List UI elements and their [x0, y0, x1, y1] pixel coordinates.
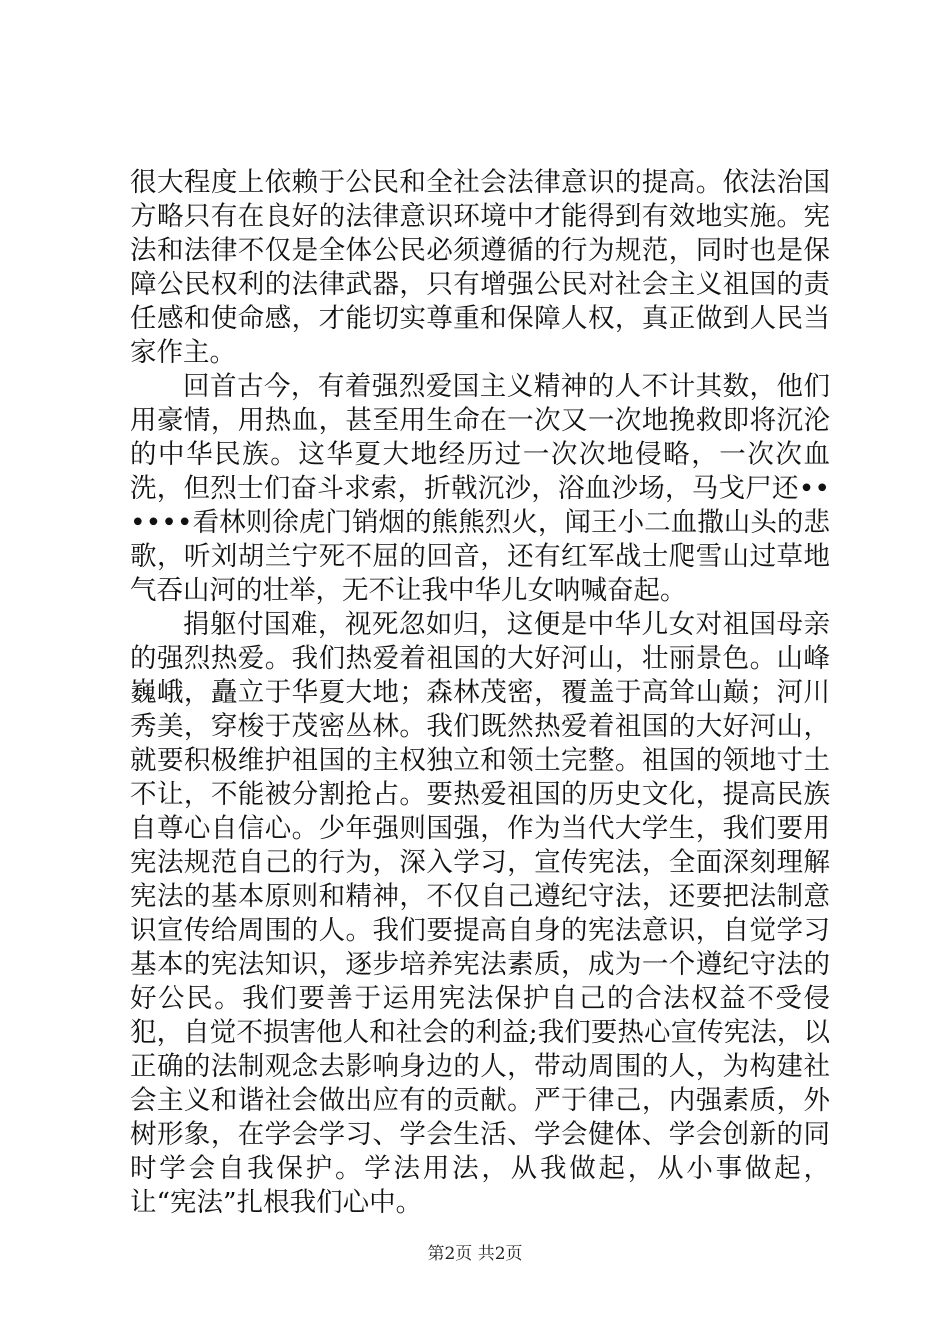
paragraph-3: 捐躯付国难，视死忽如归，这便是中华儿女对祖国母亲的强烈热爱。我们热爱着祖国的大好河山，壮丽景色。山峰巍峨，矗立于华夏大地；森林茂密，覆盖于高耸山巅；河川秀美，穿梭于茂密丛林。我们既然热爱着祖国的大好河山，就要积极维护祖国的主权独立和领土完整。祖国的领地寸土不让，不能被分割抢占。要热爱祖国的历史文化，提高民族自尊心自信心。少年强则国强，作为当代大学生，我们要用宪法规范自己的行为，深入学习，宣传宪法，全面深刻理解宪法的基本原则和精神，不仅自己遵纪守法，还要把法制意识宣传给周围的人。我们要提高自身的宪法意识，自觉学习基本的宪法知识，逐步培养宪法素质，成为一个遵纪守法的好公民。我们要善于运用宪法保护自己的合法权益不受侵犯，自觉不损害他人和社会的利益;我们要热心宣传宪法，以正确的法制观念去影响身边的人，带动周围的人，为构建社会主义和谐社会做出应有的贡献。严于律己，内强素质，外树形象，在学会学习、学会生活、学会健体、学会创新的同时学会自我保护。学法用法，从我做起，从小事做起，让“宪法”扎根我们心中。 [130, 609, 830, 1218]
document-body [130, 166, 830, 1220]
paragraph-2: 回首古今，有着强烈爱国主义精神的人不计其数，他们用豪情，用热血，甚至用生命在一次又一次地挽救即将沉沦的中华民族。这华夏大地经历过一次次地侵略，一次次血洗，但烈士们奋斗求索，折戟沉沙，浴血沙场，马戈尸还••••••看林则徐虎门销烟的熊熊烈火，闻王小二血撒山头的悲歌，听刘胡兰宁死不屈的回音，还有红军战士爬雪山过草地气吞山河的壮举，无不让我中华儿女呐喊奋起。 [130, 371, 830, 606]
paragraph-1: 很大程度上依赖于公民和全社会法律意识的提高。依法治国方略只有在良好的法律意识环境中才能得到有效地实施。宪法和法律不仅是全体公民必须遵循的行为规范，同时也是保障公民权利的法律武器，只有增强公民对社会主义祖国的责任感和使命感，才能切实尊重和保障人权，真正做到人民当家作主。 [130, 167, 830, 368]
page-footer: 第2页 共2页 [427, 1244, 523, 1264]
